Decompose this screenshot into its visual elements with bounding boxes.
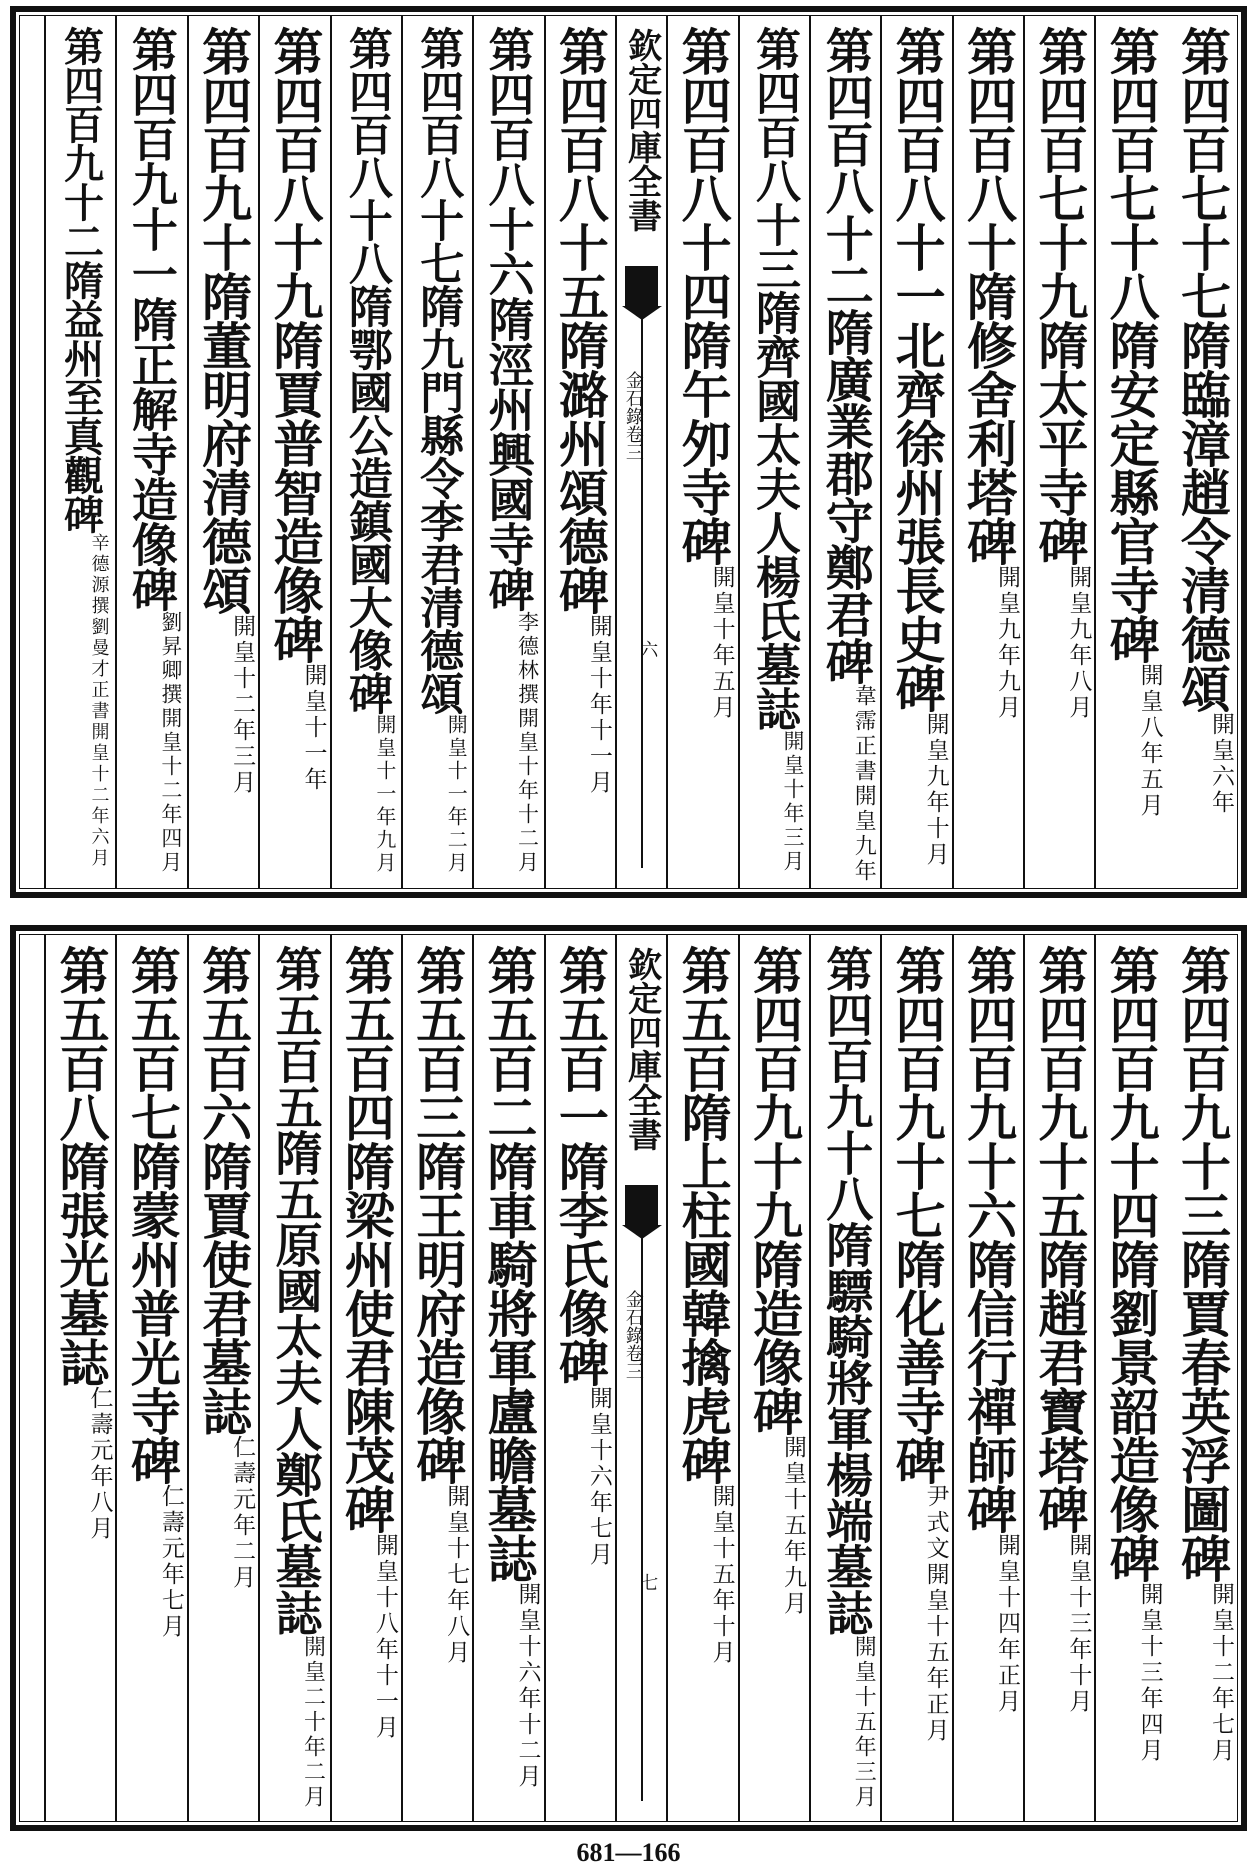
- entry-date-note: 開皇十三年十月: [1065, 1533, 1092, 1715]
- entry-title: 第四百九十三隋賈春英浮圖碑: [1173, 945, 1232, 1582]
- catalog-entry-column: [544, 16, 615, 888]
- lower-page-panel: [10, 925, 1247, 1831]
- catalog-entry-column: [809, 935, 880, 1821]
- entry-date-note: 開皇二十年二月: [300, 1635, 326, 1810]
- entry-title: 第五百四隋梁州使君陳茂碑: [336, 945, 396, 1533]
- entry-main-text: [954, 945, 1023, 1715]
- entry-title: 第四百八十九隋賈普智造像碑: [265, 26, 325, 663]
- column-row: [20, 16, 1237, 888]
- entry-date-note: 開皇十六年十二月: [514, 1582, 541, 1790]
- entry-date-note: 李德林撰開皇十年十二月: [515, 611, 540, 875]
- entry-title: 第四百九十四隋劉景韶造像碑: [1101, 945, 1161, 1582]
- entry-main-text: [546, 945, 615, 1568]
- catalog-entry-column: [472, 16, 543, 888]
- entry-date-note: 尹式文開皇十五年正月: [922, 1484, 949, 1744]
- page-footer-number: 681—166: [576, 1838, 681, 1867]
- entry-main-text: [474, 945, 543, 1790]
- entry-title: 第五百二隋車騎將軍盧瞻墓誌: [479, 945, 539, 1582]
- entry-date-note: 開皇十五年三月: [851, 1635, 877, 1810]
- catalog-entry-column: [401, 16, 472, 888]
- entry-main-text: [1166, 945, 1237, 1764]
- catalog-entry-column: [330, 16, 401, 888]
- catalog-entry-column: [738, 16, 809, 888]
- column-row: [20, 935, 1237, 1821]
- catalog-entry-column: [258, 16, 329, 888]
- catalog-entry-column: [187, 935, 258, 1821]
- center-fold-margin: [615, 16, 666, 888]
- entry-title: 第四百八十隋修舍利塔碑: [958, 26, 1018, 565]
- entry-title: 第五百三隋王明府造像碑: [408, 945, 468, 1484]
- catalog-entry-column: [952, 16, 1023, 888]
- catalog-entry-column: [187, 16, 258, 888]
- entry-date-note: 開皇十七年八月: [443, 1484, 470, 1666]
- entry-title: 第五百一隋李氏像碑: [550, 945, 610, 1386]
- entry-title: 第四百九十八隋驃騎將軍楊端墓誌: [818, 945, 874, 1635]
- entry-main-text: [668, 26, 737, 721]
- entry-main-text: [882, 945, 951, 1744]
- catalog-entry-column: [880, 935, 951, 1821]
- entry-main-text: [882, 26, 951, 868]
- book-title: 欽定四庫全書: [621, 947, 662, 1151]
- entry-date-note: 仁壽元年八月: [86, 1386, 113, 1542]
- entry-title: 第四百八十三隋齊國太夫人楊氏墓誌: [747, 26, 801, 730]
- entry-main-text: [1096, 26, 1165, 819]
- catalog-entry-column: [115, 16, 186, 888]
- catalog-entry-column: [44, 935, 115, 1821]
- entry-title: 第五百六隋賈使君墓誌: [194, 945, 254, 1435]
- entry-title: 第四百八十一北齊徐州張長史碑: [887, 26, 947, 712]
- book-title: 欽定四庫全書: [621, 28, 662, 232]
- entry-title: 第四百八十八隋鄂國公造鎮國大像碑: [340, 26, 392, 714]
- entry-main-text: [954, 26, 1023, 721]
- entry-title: 第四百九十九隋造像碑: [744, 945, 804, 1435]
- catalog-entry-column: [44, 16, 115, 888]
- catalog-entry-column: [401, 935, 472, 1821]
- catalog-entry-column: [115, 935, 186, 1821]
- entry-title: 第四百九十一隋正解寺造像碑: [124, 26, 179, 611]
- entry-main-text: [46, 945, 115, 1542]
- volume-label: [623, 371, 643, 461]
- catalog-entry-column: [1166, 16, 1237, 888]
- entry-date-note: 開皇十二年七月: [1208, 1582, 1234, 1764]
- upper-page-panel: [10, 6, 1247, 898]
- catalog-entry-column: [880, 16, 951, 888]
- catalog-entry-column: [666, 16, 737, 888]
- entry-main-text: [46, 26, 115, 869]
- entry-date-note: 劉昇卿撰開皇十二年四月: [158, 611, 183, 875]
- volume-juan: 卷三: [622, 425, 644, 461]
- entry-main-text: [260, 26, 329, 793]
- entry-title: 第四百八十二隋廣業郡守鄭君碑: [817, 26, 874, 684]
- entry-title: 第四百九十五隋趙君寶塔碑: [1030, 945, 1090, 1533]
- folio-number: 七: [637, 1573, 659, 1591]
- entry-main-text: [189, 945, 258, 1591]
- entry-title: 第四百七十七隋臨漳趙令清德頌: [1173, 26, 1232, 712]
- catalog-entry-column: [1023, 935, 1094, 1821]
- entry-main-text: [189, 26, 258, 796]
- entry-main-text: [117, 945, 186, 1640]
- entry-date-note: 開皇八年五月: [1136, 663, 1163, 819]
- entry-main-text: [403, 945, 472, 1666]
- entry-main-text: [332, 26, 401, 875]
- entry-title: 第四百七十九隋太平寺碑: [1030, 26, 1090, 565]
- entry-date-note: 開皇十年五月: [708, 565, 735, 721]
- entry-main-text: [668, 945, 737, 1666]
- entry-main-text: [1166, 26, 1237, 816]
- catalog-entry-column: [666, 935, 737, 1821]
- entry-title: 第四百九十隋董明府清德頌: [194, 26, 254, 614]
- entry-date-note: 開皇十五年九月: [779, 1435, 806, 1617]
- volume-book-name: 金石錄: [622, 371, 644, 425]
- entry-main-text: [740, 945, 809, 1617]
- entry-date-note: 開皇十一年九月: [372, 714, 397, 875]
- fishtail-ornament: [625, 266, 658, 306]
- catalog-entry-column: [544, 935, 615, 1821]
- entry-title: 第五百隋上柱國韓擒虎碑: [673, 945, 733, 1484]
- entry-title: 第四百九十二隋益州至真觀碑: [57, 26, 105, 533]
- entry-title: 第四百八十四隋午夘寺碑: [673, 26, 733, 565]
- entry-date-note: 仁壽元年二月: [229, 1435, 256, 1591]
- catalog-entry-column: [472, 935, 543, 1821]
- entry-main-text: [403, 26, 472, 875]
- entry-date-note: 開皇十六年七月: [585, 1386, 612, 1568]
- entry-title: 第四百八十六隋涇州興國寺碑: [481, 26, 536, 611]
- entry-main-text: [811, 26, 880, 884]
- entry-main-text: [474, 26, 543, 875]
- entry-main-text: [117, 26, 186, 875]
- catalog-entry-column: [738, 935, 809, 1821]
- entry-main-text: [260, 945, 329, 1810]
- entry-main-text: [546, 26, 615, 796]
- entry-main-text: [1096, 945, 1165, 1764]
- entry-date-note: 開皇十二年三月: [229, 614, 256, 796]
- entry-title: 第四百九十六隋信行禪師碑: [958, 945, 1018, 1533]
- catalog-entry-column: [1023, 16, 1094, 888]
- entry-date-note: 開皇十年十一月: [585, 614, 612, 796]
- catalog-entry-column: [330, 935, 401, 1821]
- volume-label: [623, 1290, 643, 1380]
- catalog-entry-column: [1166, 935, 1237, 1821]
- folio-number: 六: [637, 640, 659, 658]
- fishtail-ornament: [625, 1185, 658, 1225]
- volume-juan: 卷三: [622, 1344, 644, 1380]
- entry-title: 第四百八十五隋潞州頌德碑: [550, 26, 610, 614]
- catalog-entry-column: [952, 935, 1023, 1821]
- entry-title: 第四百七十八隋安定縣官寺碑: [1101, 26, 1161, 663]
- catalog-entry-column: [258, 935, 329, 1821]
- entry-main-text: [740, 26, 809, 874]
- entry-date-note: 開皇十三年四月: [1136, 1582, 1163, 1764]
- entry-date-note: 開皇九年九月: [993, 565, 1020, 721]
- entry-title: 第四百八十七隋九門縣令李君清德頌: [412, 26, 464, 714]
- entry-date-note: 開皇十五年十月: [708, 1484, 735, 1666]
- entry-date-note: 韋霈正書開皇九年: [851, 684, 877, 884]
- entry-title: 第五百七隋蒙州普光寺碑: [122, 945, 182, 1484]
- entry-date-note: 開皇六年: [1208, 712, 1234, 816]
- entry-title: 第五百八隋張光墓誌: [51, 945, 111, 1386]
- entry-date-note: 開皇十四年正月: [993, 1533, 1020, 1715]
- volume-book-name: 金石錄: [622, 1290, 644, 1344]
- entry-date-note: 開皇九年十月: [922, 712, 949, 868]
- entry-date-note: 開皇十一年: [300, 663, 327, 793]
- entry-main-text: [811, 945, 880, 1810]
- entry-date-note: 辛德源撰劉曼才正書開皇十二年六月: [88, 533, 110, 869]
- entry-title: 第四百九十七隋化善寺碑: [887, 945, 947, 1484]
- catalog-entry-column: [809, 16, 880, 888]
- entry-date-note: 開皇十一年二月: [444, 714, 469, 875]
- entry-date-note: 開皇十八年十一月: [371, 1533, 398, 1741]
- center-fold-margin: [615, 935, 666, 1821]
- catalog-entry-column: [1094, 935, 1165, 1821]
- entry-main-text: [1025, 945, 1094, 1715]
- entry-main-text: [1025, 26, 1094, 721]
- catalog-entry-column: [1094, 16, 1165, 888]
- entry-date-note: 仁壽元年七月: [157, 1484, 184, 1640]
- entry-title: 第五百五隋五原國太夫人鄭氏墓誌: [267, 945, 323, 1635]
- entry-main-text: [332, 945, 401, 1741]
- entry-date-note: 開皇十年三月: [780, 730, 805, 874]
- entry-date-note: 開皇九年八月: [1065, 565, 1092, 721]
